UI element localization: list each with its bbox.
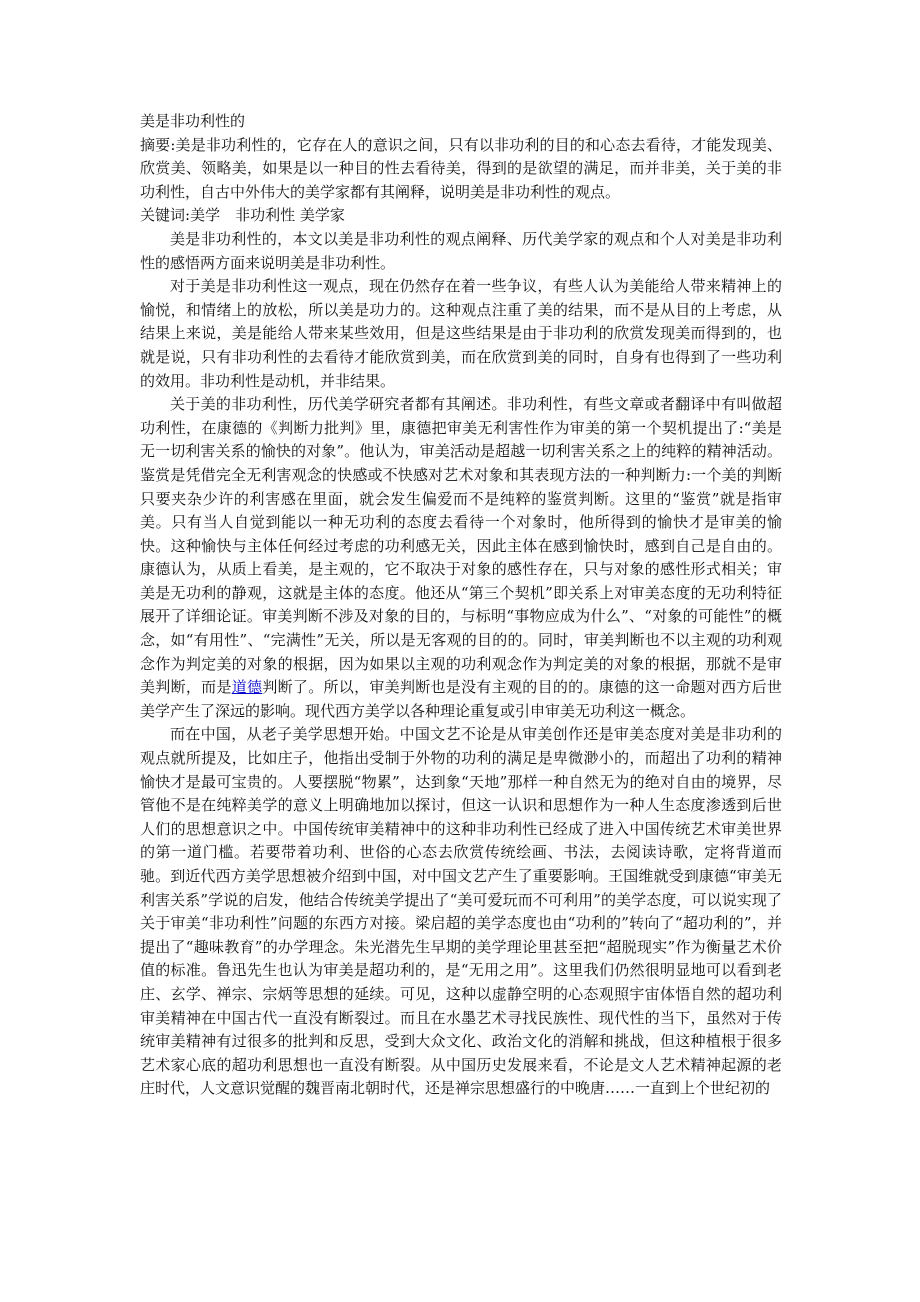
document-title: 美是非功利性的 [140, 112, 246, 130]
keywords-text: 美学 非功利性 美学家 [190, 206, 345, 225]
paragraph-kant-text-b: 判断了。所以，审美判断也是没有主观的目的的。康德的这一命题对西方后世美学产生了深远的影响。现代西方美学以各种理论重复或引申审美无功利这一概念。 [140, 678, 782, 720]
abstract-label: 摘要: [140, 135, 176, 154]
document-body [140, 110, 782, 1101]
paragraph-china: 而在中国，从老子美学思想开始。中国文艺不论是从审美创作还是审美态度对美是非功利的观点就所提及，比如庄子，他指出受制于外物的功利的满足是卑微渺小的，而超出了功利的精神愉快才是最可宝贵的。人要摆脱“物累”，达到象“天地”那样一种自然无为的绝对自由的境界，尽管他不是在纯粹美学的意义上明确地加以探讨，但这一认识和思想作为一种人生态度渗透到后世人们的思想意识之中。中国传统审美精神中的这种非功利性已经成了进入中国传统艺术审美世界的第一道门槛。若要带着功利、世俗的心态去欣赏传统绘画、书法，去阅读诗歌，定将背道而驰。到近代西方美学思想被介绍到中国，对中国文艺产生了重要影响。王国维就受到康德“审美无利害关系”学说的启发，他结合传统美学提出了“美可爱玩而不可利用”的美学态度，可以说实现了关于审美“非功利性”问题的东西方对接。梁启超的美学态度也由“功利的”转向了“超功利的”，并提出了“趣味教育”的办学理念。朱光潜先生早期的美学理论里甚至把“超脱现实”作为衡量艺术价值的标准。鲁迅先生也认为审美是超功利的，是“无用之用”。这里我们仍然很明显地可以看到老庄、玄学、禅宗、宗炳等思想的延续。可见，这种以虚静空明的心态观照宇宙体悟自然的超功利审美精神在中国古代一直没有断裂过。而且在水墨艺术寻找民族性、现代性的当下，虽然对于传统审美精神有过很多的批判和反思，受到大众文化、政治文化的消解和挑战，但这种植根于很多艺术家心底的超功利思想也一直没有断裂。从中国历史发展来看，不论是文人艺术精神起源的老庄时代，人文意识觉醒的魏晋南北朝时代，还是禅宗思想盛行的中晚唐……一直到上个世纪初的 [140, 725, 782, 1098]
abstract [140, 134, 782, 205]
keywords [140, 204, 782, 228]
paragraph-intro: 美是非功利性的，本文以美是非功利性的观点阐释、历代美学家的观点和个人对美是非功利性的感悟两方面来说明美是非功利性。 [140, 229, 782, 272]
paragraph-kant-text-a: 关于美的非功利性，历代美学研究者都有其阐述。非功利性，有些文章或者翻译中有叫做超功利性，在康德的《判断力批判》里，康德把审美无利害性作为审美的第一个契机提出了:“美是无一切利害关系的愉快的对象”。他认为，审美活动是超越一切利害关系之上的纯粹的精神活动。鉴赏是凭借完全无利害观念的快感或不快感对艺术对象和其表现方法的一种判断力:一个美的判断只要夹杂少许的利害感在里面，就会发生偏爱而不是纯粹的鉴赏判断。这里的“鉴赏”就是指审美。只有当人自觉到能以一种无功利的态度去看待一个对象时，他所得到的愉快才是审美的愉快。这种愉快与主体任何经过考虑的功利感无关，因此主体在感到愉快时，感到自己是自由的。康德认为，从质上看美，是主观的，它不取决于对象的感性存在，只与对象的感性形式相关；审美是无功利的静观，这就是主体的态度。他还从“第三个契机”即关系上对审美态度的无功利特征展开了详细论证。审美判断不涉及对象的目的，与标明“事物应成为什么”、“对象的可能性”的概念，如“有用性”、“完满性”无关，所以是无客观的目的的。同时，审美判断也不以主观的功利观念作为判定美的对象的根据，因为如果以主观的功利观念作为判定美的对象的根据，那就不是审美判断，而是 [140, 395, 782, 697]
morality-link[interactable]: 道德 [231, 678, 263, 697]
abstract-text: 美是非功利性的，它存在人的意识之间，只有以非功利的目的和心态去看待，才能发现美、欣赏美、领略美，如果是以一种目的性去看待美，得到的是欲望的满足，而并非美，关于美的非功利性，自古中外伟大的美学家都有其阐释，说明美是非功利性的观点。 [140, 135, 782, 201]
keywords-label: 关键词: [140, 206, 191, 225]
paragraph-kant [140, 393, 782, 723]
paragraph-debate: 对于美是非功利性这一观点，现在仍然存在着一些争议，有些人认为美能给人带来精神上的愉悦，和情绪上的放松，所以美是功力的。这种观点注重了美的结果，而不是从目的上考虑，从结果上来说，美是能给人带来某些效用，但是这些结果是由于非功利的欣赏发现美而得到的，也就是说，只有非功利性的去看待才能欣赏到美，而在欣赏到美的同时，自身有也得到了一些功利的效用。非功利性是动机，并非结果。 [140, 277, 782, 390]
